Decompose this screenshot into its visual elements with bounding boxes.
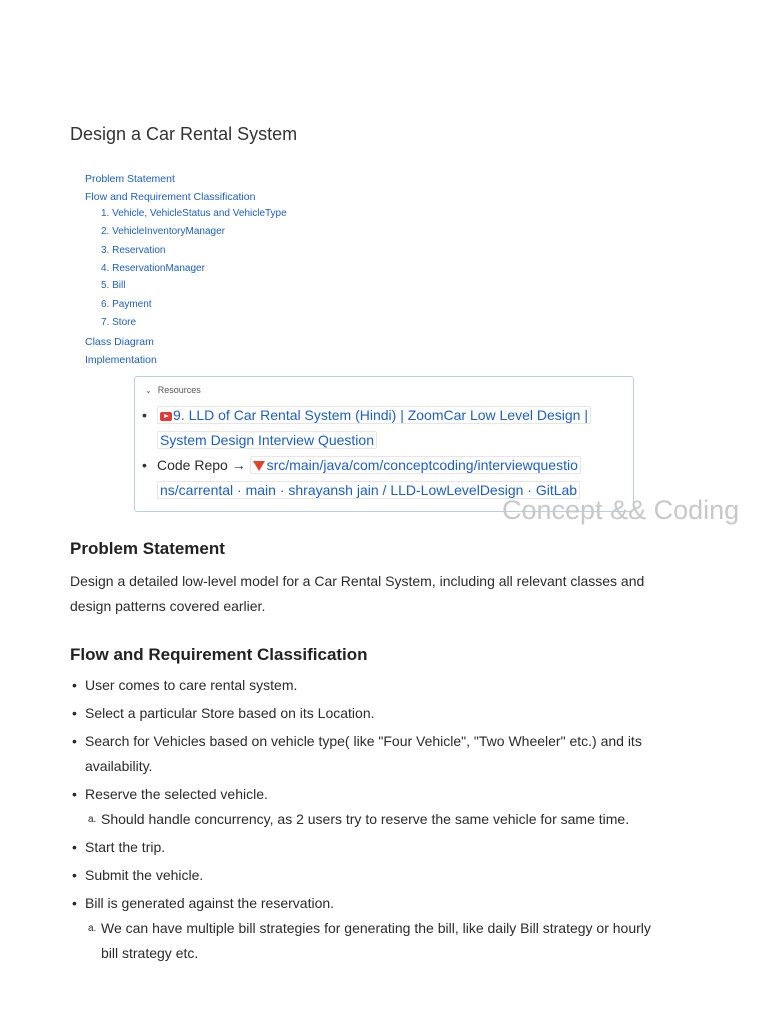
- gitlab-icon: [253, 461, 265, 471]
- list-item: [70, 673, 690, 698]
- toc-class-diagram[interactable]: Class Diagram: [85, 335, 154, 348]
- problem-line-2: design patterns covered earlier.: [70, 598, 266, 614]
- flow-item-text: Search for Vehicles based on vehicle type( like "Four Vehicle", "Two Wheeler" etc.) and its: [85, 733, 642, 749]
- repo-link-continued[interactable]: ns/carrental · main · shrayansh jain / LLD-LowLevelDesign · GitLab: [157, 481, 580, 499]
- toc-payment[interactable]: 6. Payment: [101, 298, 152, 310]
- flow-subitem-text: Should handle concurrency, as 2 users try to reserve the same vehicle for same time.: [101, 811, 630, 827]
- bullet: •: [72, 786, 77, 802]
- bullet: •: [72, 867, 77, 883]
- sub-list-item: [70, 807, 690, 832]
- bullet: •: [72, 733, 77, 749]
- resources-panel: [134, 376, 634, 512]
- toc-vehicle-inventory-manager[interactable]: 2. VehicleInventoryManager: [101, 226, 225, 237]
- resources-header: Resources: [157, 385, 201, 395]
- flow-item-text: User comes to care rental system.: [85, 677, 298, 693]
- youtube-icon: [160, 412, 172, 421]
- sub-list-item: [70, 916, 690, 966]
- video-link-text: 9. LLD of Car Rental System (Hindi) | ZoomCar Low Level Design |: [173, 407, 588, 423]
- repo-link[interactable]: [250, 456, 581, 474]
- list-item: [70, 863, 690, 888]
- flow-item-text: Start the trip.: [85, 839, 166, 855]
- toc-vehicle[interactable]: 1. Vehicle, VehicleStatus and VehicleType: [101, 207, 287, 219]
- problem-line-1: Design a detailed low-level model for a Car Rental System, including all relevant classes and: [70, 573, 645, 589]
- list-item: [70, 701, 690, 726]
- repo-link-text: src/main/java/com/conceptcoding/interviewquestio: [266, 457, 578, 473]
- toc-reservation-manager[interactable]: 4. ReservationManager: [101, 263, 205, 274]
- bullet: •: [72, 839, 77, 855]
- flow-subitem-text: We can have multiple bill strategies for generating the bill, like daily Bill strategy or hourly: [101, 920, 651, 936]
- toc-flow-requirement[interactable]: Flow and Requirement Classification: [85, 190, 256, 203]
- table-of-contents: [85, 170, 287, 370]
- code-repo-label: Code Repo →: [157, 457, 250, 473]
- page-title: Design a Car Rental System: [70, 124, 298, 144]
- bullet: •: [142, 457, 147, 473]
- resources-list: [142, 403, 591, 503]
- list-item: [70, 729, 690, 779]
- list-item: [142, 403, 591, 453]
- problem-statement-heading: Problem Statement: [70, 539, 225, 558]
- flow-heading: Flow and Requirement Classification: [70, 645, 368, 664]
- flow-item-text: Bill is generated against the reservation.: [85, 895, 335, 911]
- video-link-continued[interactable]: System Design Interview Question: [157, 431, 377, 449]
- problem-statement-text: [70, 569, 680, 619]
- list-item: [70, 835, 690, 860]
- toc-implementation[interactable]: Implementation: [85, 354, 157, 366]
- list-item: [70, 782, 690, 807]
- sub-marker: a.: [88, 923, 97, 934]
- bullet: •: [72, 705, 77, 721]
- flow-item-text: Submit the vehicle.: [85, 867, 204, 883]
- list-item: [70, 891, 690, 916]
- flow-subitem-text-continued: bill strategy etc.: [101, 945, 199, 961]
- toc-store[interactable]: 7. Store: [101, 317, 137, 328]
- video-link[interactable]: [157, 406, 591, 424]
- toc-bill[interactable]: 5. Bill: [101, 280, 126, 291]
- flow-item-text-continued: availability.: [85, 758, 153, 774]
- flow-item-text: Reserve the selected vehicle.: [85, 786, 268, 802]
- toc-problem-statement[interactable]: Problem Statement: [85, 173, 175, 185]
- resources-toggle[interactable]: [145, 385, 201, 395]
- bullet: •: [72, 895, 77, 911]
- flow-list: [70, 673, 690, 966]
- watermark: Concept && Coding: [502, 495, 740, 525]
- bullet: •: [142, 407, 147, 423]
- toc-reservation[interactable]: 3. Reservation: [101, 244, 166, 256]
- flow-item-text: Select a particular Store based on its Location.: [85, 705, 375, 721]
- sub-marker: a.: [88, 814, 97, 825]
- bullet: •: [72, 677, 77, 693]
- chevron-down-icon: ⌄: [145, 385, 152, 395]
